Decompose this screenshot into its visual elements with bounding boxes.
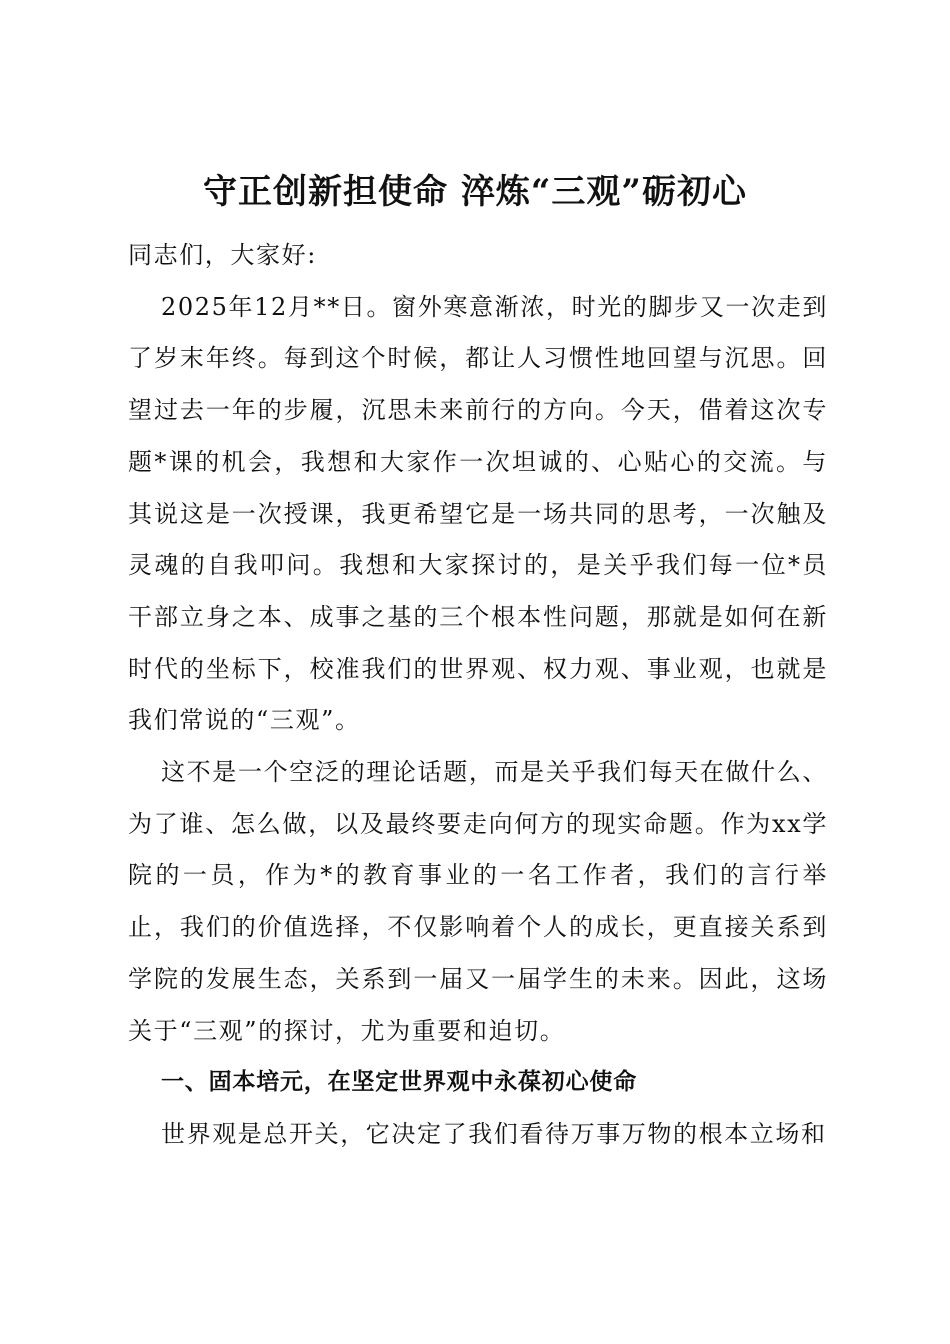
paragraph-3: 世界观是总开关，它决定了我们看待万事万物的根本立场和 [161,1119,827,1148]
document-body [128,230,828,1161]
paragraph-1: 2025年12月**日。窗外寒意渐浓，时光的脚步又一次走到了岁末年终。每到这个时候，都让人习惯性地回望与沉思。回望过去一年的步履，沉思未来前行的方向。今天，借着这次专题*课的机会，我想和大家作一次坦诚的、心贴心的交流。与其说这是一次授课，我更希望它是一场共同的思考，一次触及灵魂的自我叩问。我想和大家探讨的，是关乎我们每一位*员干部立身之本、成事之基的三个根本性问题，那就是如何在新时代的坐标下，校准我们的世界观、权力观、事业观，也就是我们常说的“三观”。 [128,292,828,735]
document-title: 守正创新担使命 淬炼“三观”砺初心 [203,172,747,212]
paragraph-2: 这不是一个空泛的理论话题，而是关乎我们每天在做什么、为了谁、怎么做，以及最终要走向何方的现实命题。作为xx学院的一员，作为*的教育事业的一名工作者，我们的言行举止，我们的价值选择，不仅影响着个人的成长，更直接关系到学院的发展生态，关系到一届又一届学生的未来。因此，这场关于“三观”的探讨，尤为重要和迫切。 [128,758,828,1045]
greeting-line: 同志们，大家好: [128,241,317,269]
section-heading-1: 一、固本培元，在坚定世界观中永葆初心使命 [161,1069,637,1096]
